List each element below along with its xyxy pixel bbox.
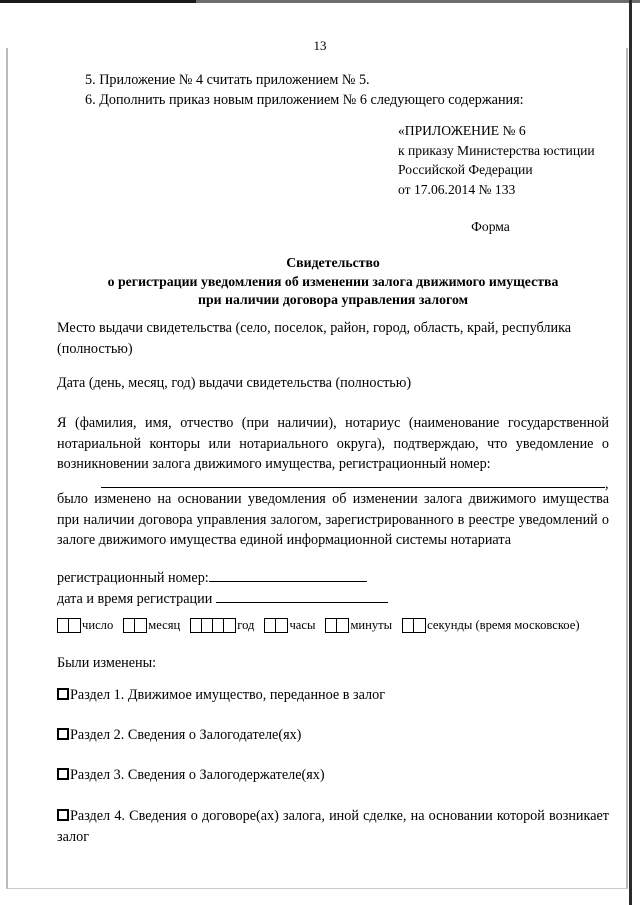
checkbox-section-2[interactable] [57, 728, 69, 740]
date-boxes-minute[interactable] [325, 618, 349, 633]
certificate-title-line-2: о регистрации уведомления об изменении залога движимого имущества [107, 274, 559, 289]
date-box-minute-2[interactable] [337, 619, 348, 632]
date-box-second-1[interactable] [403, 619, 414, 632]
date-boxes-label-year: год [237, 617, 255, 632]
main-paragraph-part-2-text: было изменено на основании уведомления об изменении залога движимого имущества при наличии договора управления залогом, зарегистрированного в реестре уведомлений о залоге движимого имущества единой информационной системы нотариата [57, 491, 609, 548]
section-2-label: Раздел 2. Сведения о Залогодателе(ях) [70, 727, 302, 743]
registration-number-row [57, 568, 617, 589]
date-boxes-label-hour: часы [289, 617, 316, 632]
checkbox-section-4[interactable] [57, 809, 69, 821]
checkbox-section-3[interactable] [57, 768, 69, 780]
date-box-second-2[interactable] [414, 619, 425, 632]
date-box-year-2[interactable] [202, 619, 213, 632]
page-number: 13 [313, 38, 327, 53]
date-box-hour-1[interactable] [265, 619, 276, 632]
notice-number-trailing-comma: , [605, 476, 609, 492]
date-boxes-label-second: секунды (время московское) [427, 617, 580, 632]
date-boxes-hour[interactable] [264, 618, 288, 633]
date-box-month-2[interactable] [135, 619, 146, 632]
date-box-year-3[interactable] [213, 619, 224, 632]
section-1-label: Раздел 1. Движимое имущество, переданное в залог [70, 687, 386, 703]
appendix-header-line-3: Российской Федерации [398, 162, 533, 177]
date-boxes-day[interactable] [57, 618, 81, 633]
notice-number-input[interactable] [101, 474, 605, 488]
registration-number-label: регистрационный номер: [57, 570, 209, 586]
date-box-hour-2[interactable] [276, 619, 287, 632]
main-paragraph-part-1-text: Я (фамилия, имя, отчество (при наличии), нотариус (наименование государственной нотариальной конторы или нотариального округа), подтверждаю, что уведомление о возникновении залога движимого имущества, регистрационный номер: [57, 415, 609, 472]
place-of-issue-line-2: (полностью) [57, 341, 133, 357]
registration-datetime-row [57, 589, 617, 610]
appendix-header-line-2: к приказу Министерства юстиции [398, 143, 595, 158]
checkbox-section-1[interactable] [57, 688, 69, 700]
date-box-minute-1[interactable] [326, 619, 337, 632]
date-boxes-month[interactable] [123, 618, 147, 633]
registration-datetime-label: дата и время регистрации [57, 591, 213, 607]
main-paragraph-part-1 [57, 413, 609, 475]
date-boxes-label-month: месяц [148, 617, 181, 632]
certificate-title-line-1: Свидетельство [286, 255, 380, 270]
registration-number-input[interactable] [209, 568, 367, 582]
amendment-item-5: 5. Приложение № 4 считать приложением № 5. [85, 72, 370, 88]
date-box-month-1[interactable] [124, 619, 135, 632]
section-row-4[interactable] [57, 806, 609, 847]
appendix-header-line-1: «ПРИЛОЖЕНИЕ № 6 [398, 123, 526, 138]
date-box-day-1[interactable] [58, 619, 69, 632]
section-row-2[interactable] [57, 725, 609, 746]
date-box-year-4[interactable] [224, 619, 235, 632]
section-3-label: Раздел 3. Сведения о Залогодержателе(ях) [70, 767, 325, 783]
section-4-label: Раздел 4. Сведения о договоре(ах) залога, иной сделке, на основании которой возникает залог [57, 808, 609, 845]
certificate-title-line-3: при наличии договора управления залогом [198, 292, 468, 307]
amendment-item-6: 6. Дополнить приказ новым приложением № 6 следующего содержания: [85, 92, 524, 108]
date-boxes-year[interactable] [190, 618, 236, 633]
date-boxes-label-day: число [82, 617, 114, 632]
appendix-header-line-4: от 17.06.2014 № 133 [398, 182, 516, 197]
section-row-1[interactable] [57, 685, 609, 706]
form-label: Форма [471, 219, 510, 234]
datetime-boxes-row [57, 617, 617, 633]
date-box-year-1[interactable] [191, 619, 202, 632]
section-row-3[interactable] [57, 765, 609, 786]
date-box-day-2[interactable] [69, 619, 80, 632]
date-boxes-label-minute: минуты [350, 617, 393, 632]
date-of-issue-label: Дата (день, месяц, год) выдачи свидетельства (полностью) [57, 375, 412, 391]
changed-sections-heading: Были изменены: [57, 655, 157, 671]
date-boxes-second[interactable] [402, 618, 426, 633]
registration-datetime-input[interactable] [216, 589, 388, 603]
main-paragraph-part-2 [57, 489, 609, 551]
place-of-issue-line-1: Место выдачи свидетельства (село, поселок, район, город, область, край, республика [57, 320, 572, 336]
